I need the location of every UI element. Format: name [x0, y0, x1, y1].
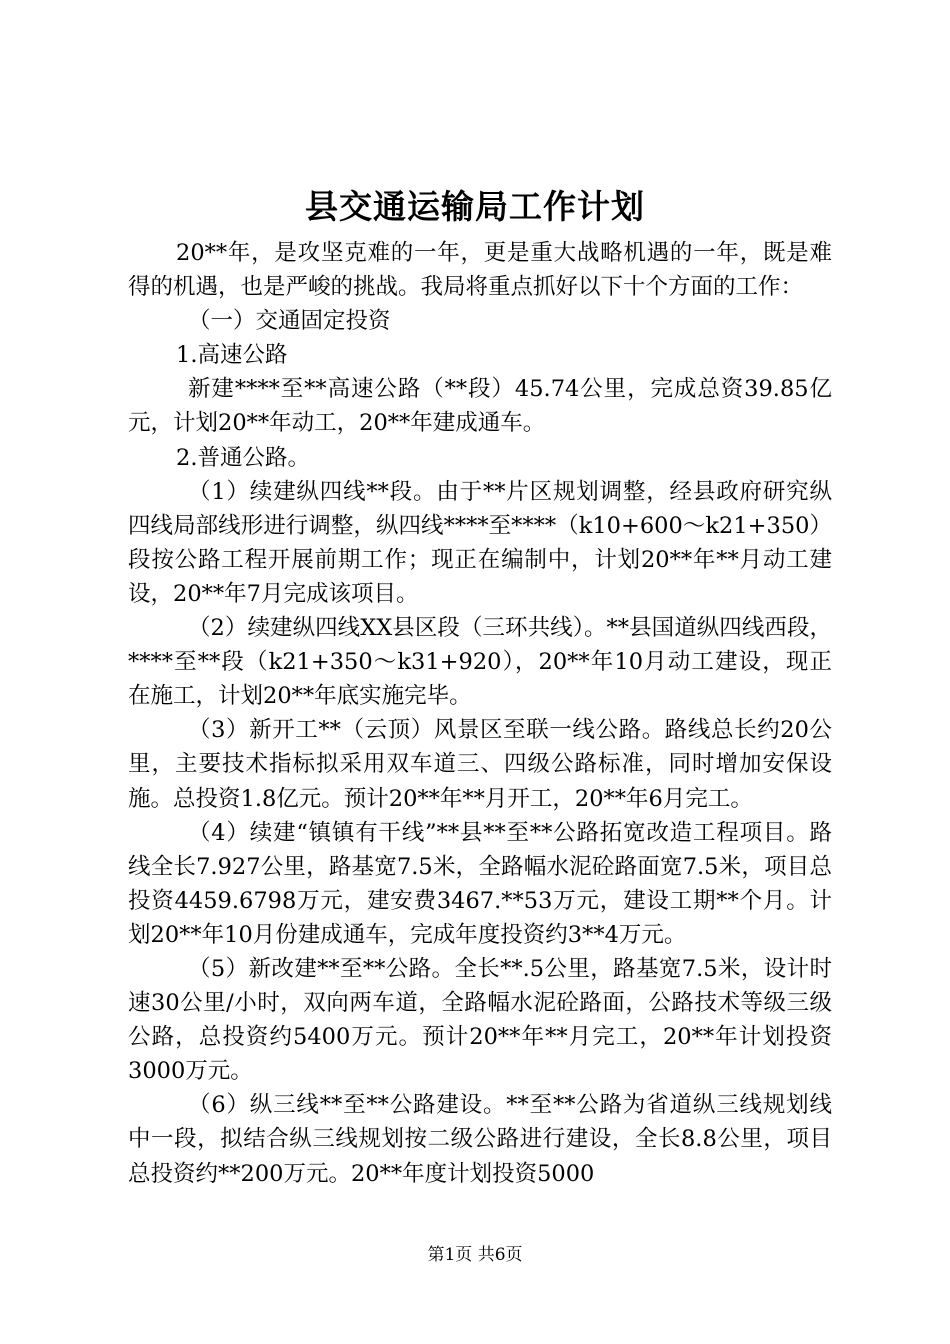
paragraph: （6）纵三线**至**公路建设。**至**公路为省道纵三线规划线中一段，拟结合纵三线规划按二级公路进行建设，全长8.8公里，项目总投资约**200万元。20**年度计划投资5000: [128, 1092, 832, 1187]
paragraph: （2）续建纵四线XX县区段（三环共线）。**县国道纵四线西段，****至**段（k21+350～k31+920），20**年10月动工建设，现正在施工，计划20**年底实施完毕。: [128, 615, 832, 710]
paragraph: （4）续建“镇镇有干线”**县**至**公路拓宽改造工程项目。路线全长7.927公里，路基宽7.5米，全路幅水泥砼路面宽7.5米，项目总投资4459.6798万元，建安费3467.**53万元，建设工期**个月。计划20**年10月份建成通车，完成年度投资约3**4万元。: [128, 819, 832, 948]
section-heading: （一）交通固定投资: [188, 308, 391, 335]
subsection-heading: 2.普通公路。: [176, 444, 310, 471]
document-body: [128, 236, 832, 1191]
page-number: 第1页 共6页: [427, 1245, 523, 1265]
document-title: 县交通运输局工作计划: [305, 187, 645, 226]
paragraph-intro: 20**年，是攻坚克难的一年，更是重大战略机遇的一年，既是难得的机遇，也是严峻的挑战。我局将重点抓好以下十个方面的工作：: [128, 240, 832, 301]
subsection-heading: 1.高速公路: [176, 342, 288, 369]
paragraph: （5）新改建**至**公路。全长**.5公里，路基宽7.5米，设计时速30公里/小时，双向两车道，全路幅水泥砼路面，公路技术等级三级公路，总投资约5400万元。预计20**年**月完工，20**年计划投资3000万元。: [128, 955, 832, 1085]
paragraph: （1）续建纵四线**段。由于**片区规划调整，经县政府研究纵四线局部线形进行调整，纵四线****至****（k10+600～k21+350）段按公路工程开展前期工作；现正在编制中，计划20**年**月动工建设，20**年7月完成该项目。: [128, 478, 832, 607]
paragraph: 新建****至**高速公路（**段）45.74公里，完成总资39.85亿元，计划20**年动工，20**年建成通车。: [128, 376, 832, 437]
paragraph: （3）新开工**（云顶）风景区至联一线公路。路线总长约20公里，主要技术指标拟采用双车道三、四级公路标准，同时增加安保设施。总投资1.8亿元。预计20**年**月开工，20**年6月完工。: [128, 717, 832, 812]
